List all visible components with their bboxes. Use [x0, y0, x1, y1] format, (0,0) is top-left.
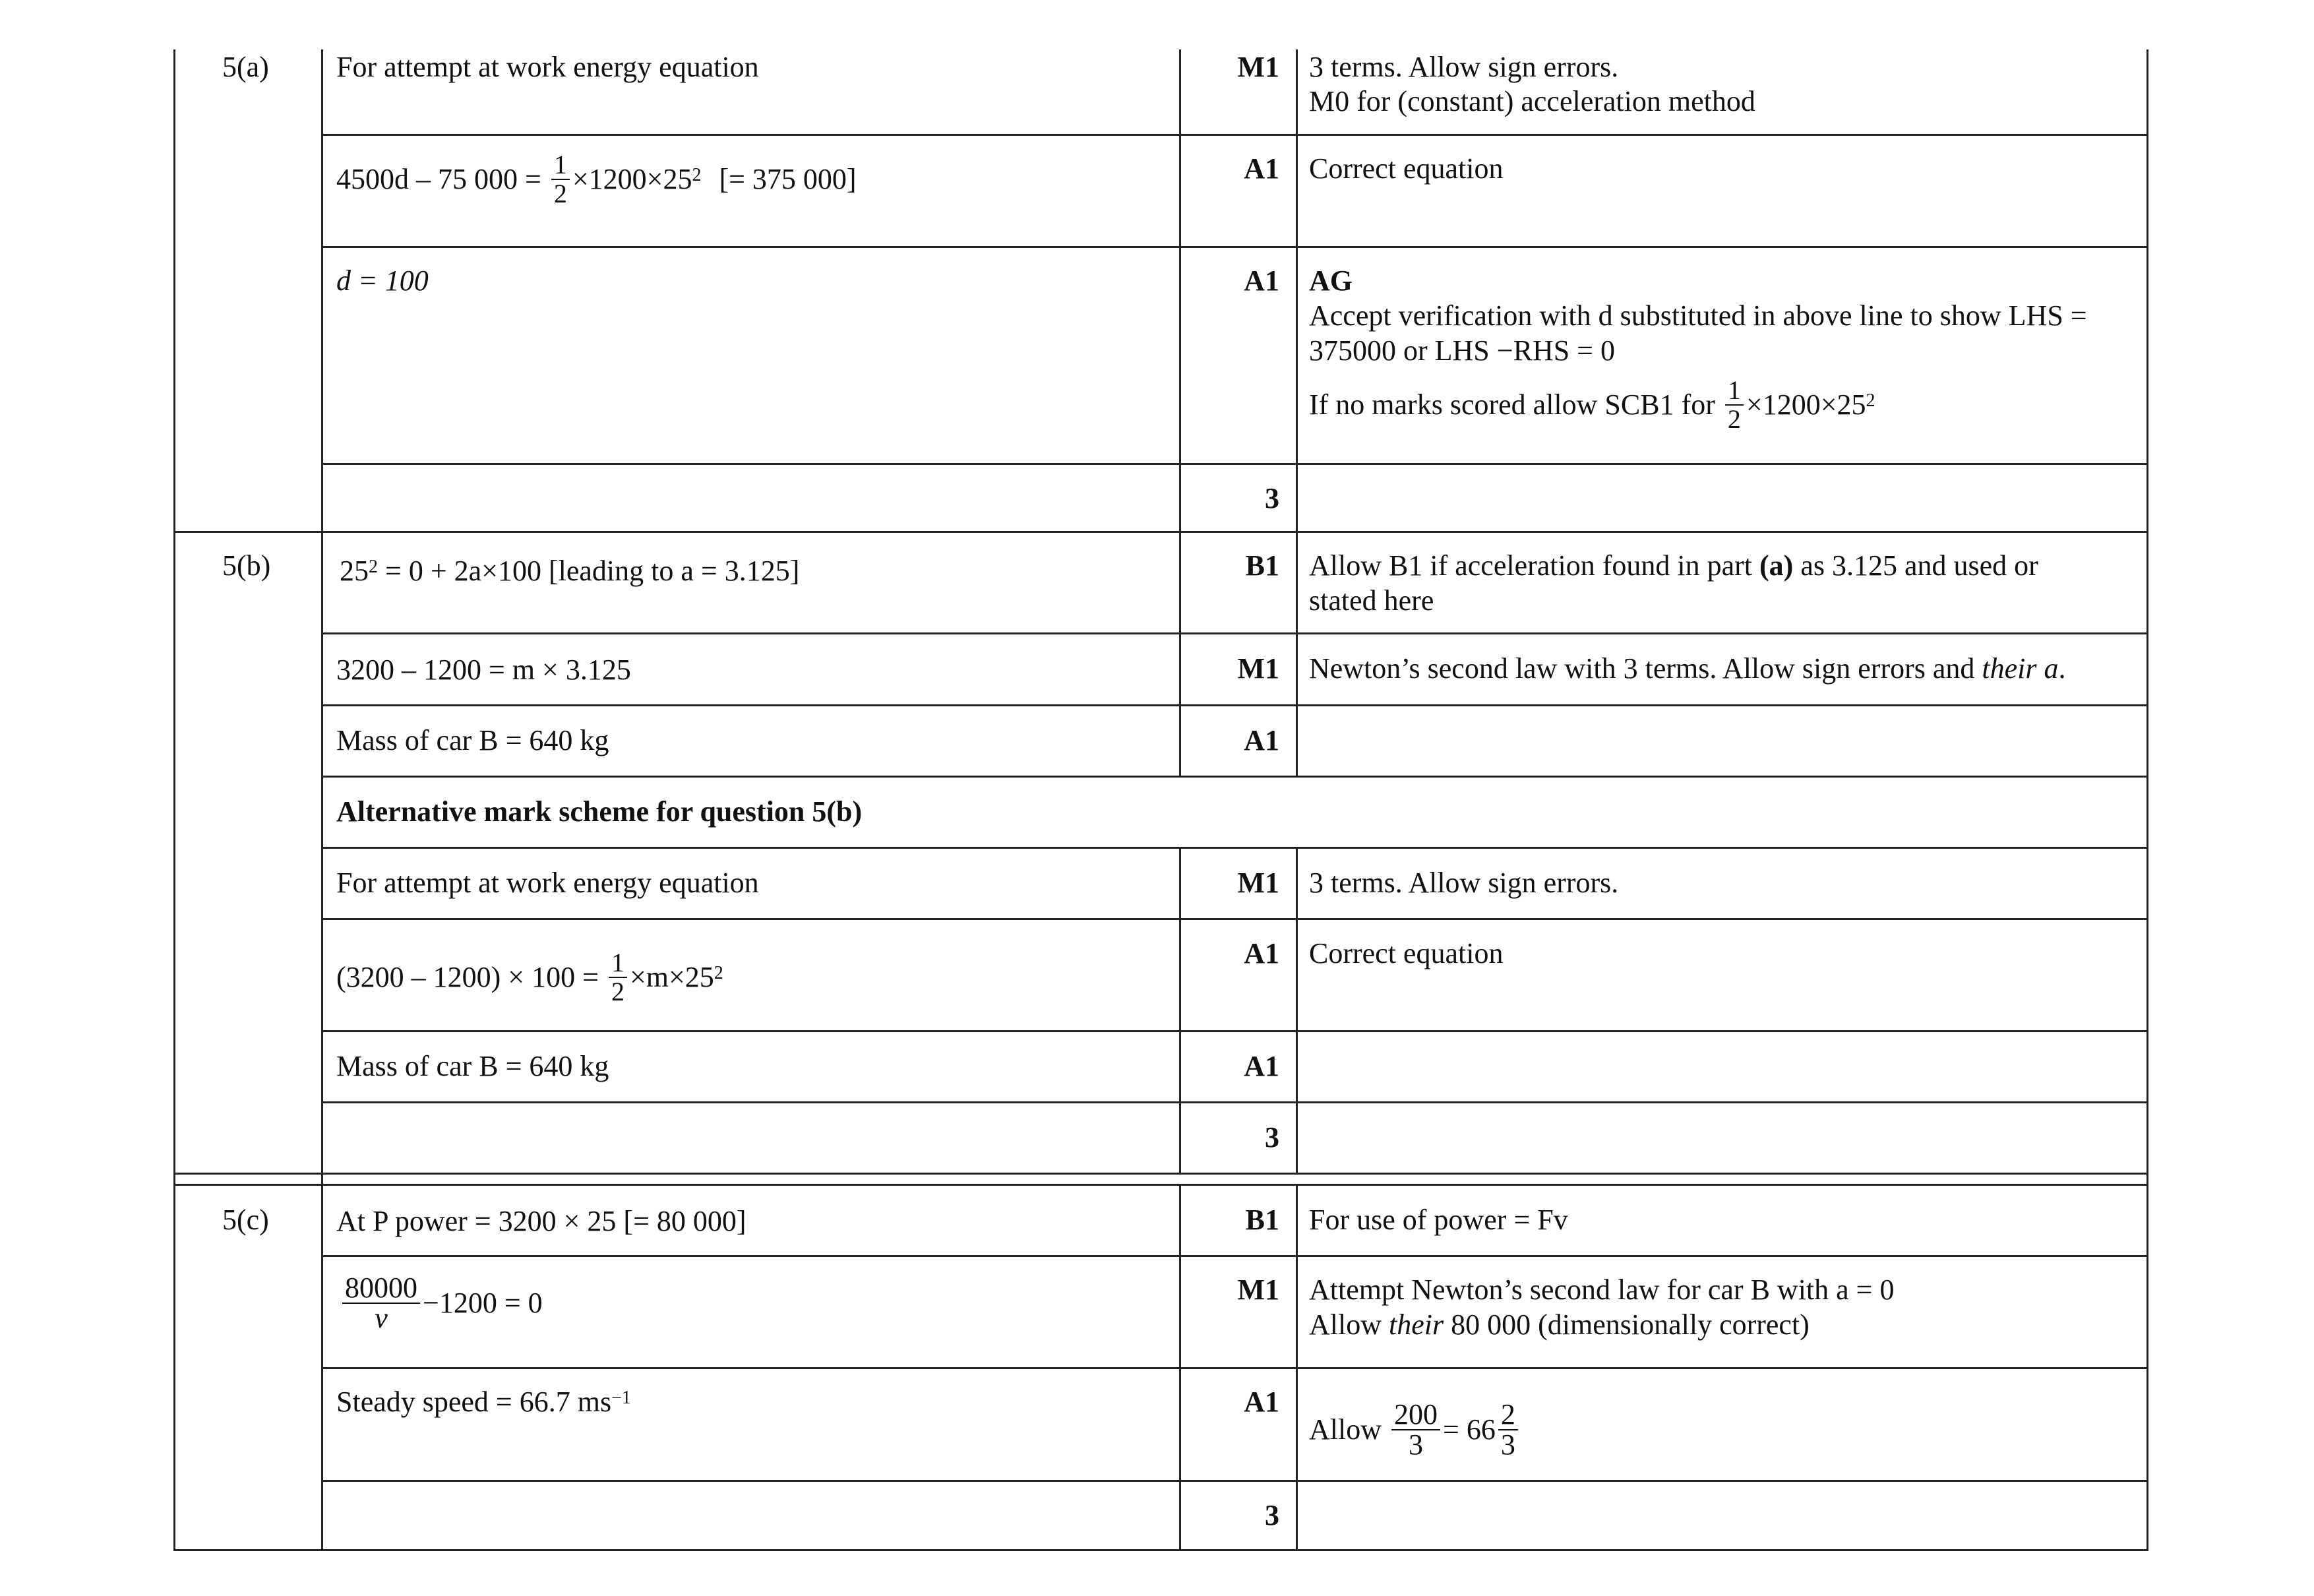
- mark-code: M1: [1237, 652, 1279, 685]
- grid-line: [321, 1255, 2148, 1257]
- grid-line: [321, 1101, 2148, 1103]
- grid-line: [321, 49, 323, 1551]
- guidance-text: Attempt Newton’s second law for car B with a = 0: [1309, 1274, 1895, 1306]
- grid-line: [2147, 49, 2148, 1551]
- mark-code: A1: [1244, 264, 1279, 297]
- guidance-text: Correct equation: [1309, 152, 1504, 185]
- grid-line: [321, 463, 2148, 465]
- guidance-equation: If no marks scored allow SCB1 for $\frac{1}{2}$ $\times 1200\times 25^2$: [1309, 375, 1875, 434]
- equation: (3200 – 1200) × 100 = $\frac{1}{2}$ $\times m\times 25^2$: [336, 947, 723, 1006]
- working-text: For attempt at work energy equation: [336, 51, 759, 83]
- grid-line: [1296, 847, 1298, 1173]
- grid-line: [173, 49, 175, 1551]
- mark-code: A1: [1244, 724, 1279, 756]
- grid-line: [321, 632, 2148, 634]
- equation-left: 4500d – 75 000 =: [336, 163, 541, 195]
- guidance-equation: Allow $\frac{200}{3}$ = 66 $\frac{2}{3}$: [1309, 1398, 1521, 1462]
- guidance-text: 3 terms. Allow sign errors.: [1309, 867, 1619, 899]
- alternative-heading: Alternative mark scheme for question 5(b): [336, 795, 863, 828]
- guidance-text: Accept verification with d substituted in above line to show LHS =: [1309, 299, 2087, 332]
- equation: $25^2 = 0 + 2a\times 100$ [leading to a = 3.125]: [340, 555, 800, 587]
- fraction: $\frac{1}{2}$: [1725, 377, 1744, 433]
- grid-line: [321, 776, 2148, 778]
- grid-line: [321, 246, 2148, 248]
- guidance-text: Allow their 80 000 (dimensionally correct): [1309, 1308, 1810, 1341]
- question-label: 5(a): [222, 51, 269, 83]
- guidance-text: 375000 or LHS −RHS = 0: [1309, 334, 1615, 367]
- guidance-text: M0 for (constant) acceleration method: [1309, 85, 1755, 117]
- grid-line: [1296, 49, 1298, 531]
- mark-code: A1: [1244, 152, 1279, 185]
- grid-line: [321, 1030, 2148, 1032]
- mark-code: B1: [1245, 1204, 1279, 1236]
- fraction: $\frac{1}{2}$: [551, 151, 570, 208]
- fraction: $\frac{1}{2}$: [609, 949, 627, 1006]
- grid-line: [321, 1367, 2148, 1369]
- mark-code: A1: [1244, 937, 1279, 969]
- mark-code: B1: [1245, 549, 1279, 582]
- working-text: For attempt at work energy equation: [336, 867, 759, 899]
- question-label: 5(c): [222, 1204, 269, 1236]
- grid-line: [1179, 847, 1181, 1173]
- grid-line: [1296, 531, 1298, 776]
- guidance-text: AG: [1309, 264, 1353, 297]
- fraction: $\frac{2}{3}$: [1498, 1400, 1518, 1459]
- equation: 4500d – 75 000 = $\frac{1}{2}$ $\times 1200\times 25^2$ [= 375 000]: [336, 149, 857, 208]
- guidance-text: For use of power = Fv: [1309, 1204, 1568, 1236]
- working-text: At P power = 3200 × 25 [= 80 000]: [336, 1205, 746, 1237]
- working-text: Mass of car B = 640 kg: [336, 1050, 609, 1082]
- fraction: $\frac{200}{3}$: [1391, 1400, 1440, 1459]
- guidance-text: 3 terms. Allow sign errors.: [1309, 51, 1619, 83]
- working-text: Mass of car B = 640 kg: [336, 724, 609, 756]
- guidance-text: Allow B1 if acceleration found in part (a) as 3.125 and used or: [1309, 549, 2038, 582]
- guidance-text: stated here: [1309, 584, 1434, 617]
- working-text: Steady speed = 66.7 $ms^{-1}$: [336, 1386, 631, 1418]
- grid-line: [173, 1173, 2148, 1175]
- grid-line: [321, 134, 2148, 136]
- equation: $\frac{80000}{v}$ −1200 = 0: [340, 1272, 543, 1335]
- working-text: 3200 – 1200 = m × 3.125: [336, 654, 631, 686]
- mark-code: M1: [1237, 51, 1279, 83]
- working-text: d = 100: [336, 264, 429, 297]
- grid-line: [173, 1184, 2148, 1186]
- mark-code: M1: [1237, 867, 1279, 899]
- total-marks: 3: [1265, 1499, 1279, 1531]
- grid-line: [321, 918, 2148, 920]
- guidance-text: Correct equation: [1309, 937, 1504, 969]
- grid-line: [1179, 49, 1181, 531]
- grid-line: [321, 847, 2148, 849]
- grid-line: [321, 1480, 2148, 1482]
- grid-line: [321, 704, 2148, 706]
- grid-line: [173, 531, 2148, 533]
- mark-code: A1: [1244, 1050, 1279, 1082]
- grid-line: [173, 1549, 2148, 1551]
- mark-code: M1: [1237, 1274, 1279, 1306]
- total-marks: 3: [1265, 1121, 1279, 1153]
- question-label: 5(b): [222, 549, 271, 582]
- mark-code: A1: [1244, 1386, 1279, 1418]
- grid-line: [1179, 531, 1181, 776]
- guidance-text: Newton’s second law with 3 terms. Allow sign errors and their a.: [1309, 652, 2066, 685]
- total-marks: 3: [1265, 482, 1279, 514]
- fraction: $\frac{80000}{v}$: [342, 1274, 420, 1333]
